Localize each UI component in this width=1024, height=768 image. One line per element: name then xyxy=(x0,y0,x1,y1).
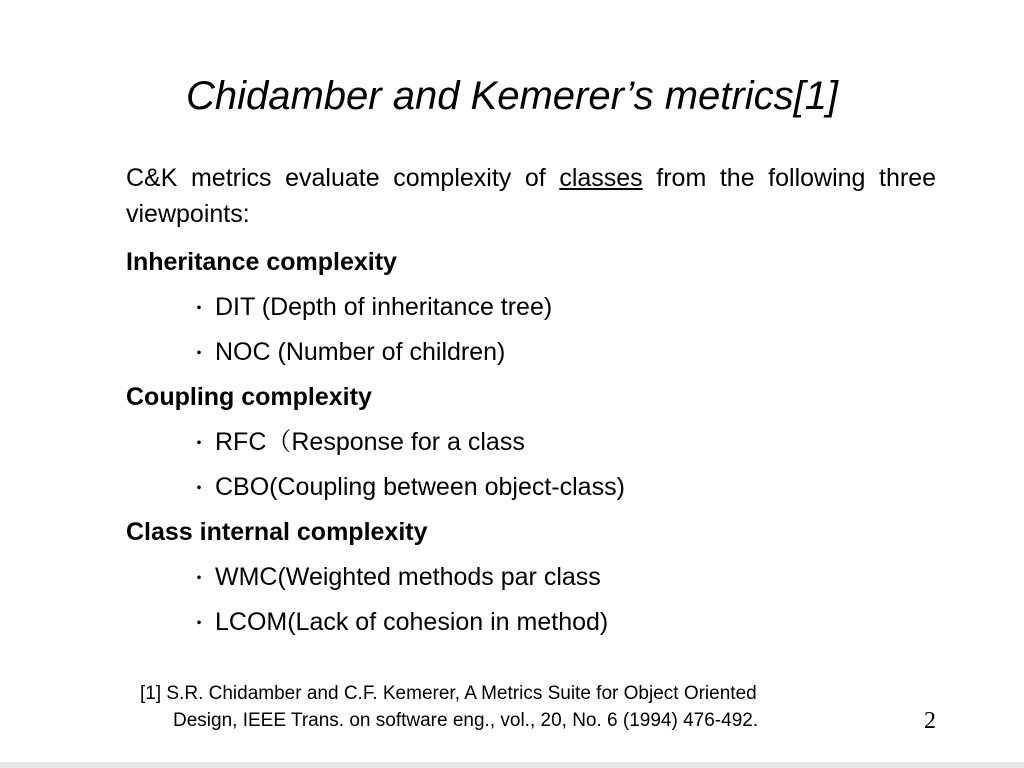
metric-noc: NOC (Number of children) xyxy=(215,338,506,366)
list-item xyxy=(126,555,936,600)
metric-lcom: LCOM(Lack of cohesion in method) xyxy=(215,608,609,636)
intro-underlined-word: classes xyxy=(559,164,643,192)
list-item xyxy=(126,600,936,645)
list-item xyxy=(126,465,936,510)
section-heading-class-internal: Class internal complexity xyxy=(126,518,428,546)
metric-cbo: CBO(Coupling between object-class) xyxy=(215,473,625,501)
intro-text-before: C&K metrics evaluate complexity of xyxy=(126,164,560,192)
section-heading-inheritance: Inheritance complexity xyxy=(126,248,397,276)
intro-text-after: from the following three viewpoints: xyxy=(126,164,937,228)
list-item xyxy=(126,330,936,375)
metric-wmc: WMC(Weighted methods par class xyxy=(215,563,601,591)
reference-line-1: [1] S.R. Chidamber and C.F. Kemerer, A Metrics Suite for Object Oriented xyxy=(140,683,757,704)
bullet-icon: ・ xyxy=(189,433,209,455)
reference-line-2: Design, IEEE Trans. on software eng., vol., 20, No. 6 (1994) 476-492. xyxy=(173,710,759,731)
metric-rfc: RFC（Response for a class xyxy=(215,428,525,456)
bullet-icon: ・ xyxy=(189,613,209,635)
bullet-icon: ・ xyxy=(189,568,209,590)
section-heading-coupling: Coupling complexity xyxy=(126,383,372,411)
intro-paragraph xyxy=(126,160,936,232)
slide-title: Chidamber and Kemerer’s metrics[1] xyxy=(185,74,839,118)
bullet-icon: ・ xyxy=(189,298,209,320)
list-item xyxy=(126,420,936,465)
page-number: 2 xyxy=(924,708,936,734)
reference-note xyxy=(140,680,936,734)
metrics-list xyxy=(126,240,936,645)
bullet-icon: ・ xyxy=(189,343,209,365)
list-item xyxy=(126,285,936,330)
metric-dit: DIT (Depth of inheritance tree) xyxy=(215,293,553,321)
bottom-divider xyxy=(0,762,1024,768)
bullet-icon: ・ xyxy=(189,478,209,500)
